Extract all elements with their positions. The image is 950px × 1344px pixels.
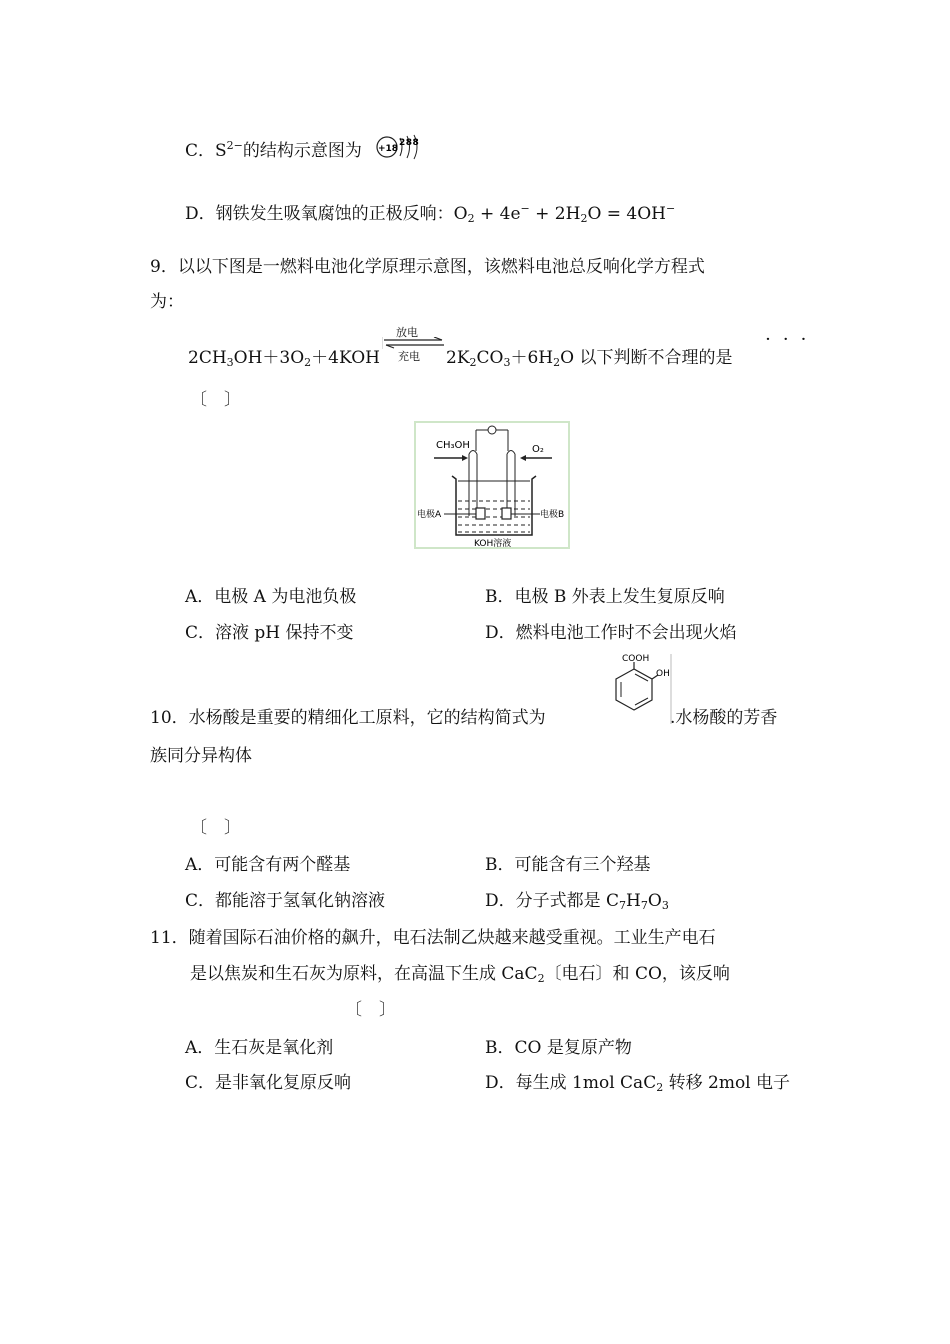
q9-stem-line2: 为： [150,292,184,312]
q10-optd-mid: H [626,891,641,911]
q8-optd-eq2: + 2H [529,204,581,224]
q8-optd-eq: + 4e [474,204,521,224]
q9-equation-right [446,329,819,370]
q11-stem-line2b: 〔电石〕和 CO，该反响 [544,964,730,984]
q11-optd-text: D．每生成 1mol CaC [485,1073,657,1093]
q10-optd-sub2: 7 [640,899,648,912]
fig-electrode-b: 电极B [540,510,565,520]
eq-l-sub2: 2 [304,356,312,369]
eq-r4-wrap [560,329,819,368]
fig-solution-label: KOH溶液 [474,539,512,549]
reversible-arrow [382,324,446,364]
q9-option-a: A．电极 A 为电池负极 [185,587,357,607]
atom-nucleus-label: +18 [378,144,399,154]
q11-stem-line2 [190,962,730,986]
q11-option-b: B．CO 是复原产物 [485,1038,632,1058]
q9-option-b: B．电极 B 外表上发生复原反响 [485,587,725,607]
eq-r4: O 以下判断不合理的是 [560,348,733,368]
q10-option-a: A．可能含有两个醛基 [185,855,351,875]
arrow-top-label: 放电 [396,326,418,339]
eq-l1: 2CH [188,348,227,368]
eq-l2: OH＋3O [233,348,305,368]
q8-option-c [185,139,362,163]
q11-stem-line2a: 是以焦炭和生石灰为原料，在高温下生成 CaC [190,964,538,984]
fig-ch3oh-label: CH₃OH [436,440,470,451]
q10-optd-text: D．分子式都是 C [485,891,620,911]
fig-electrode-a: 电极A [417,510,442,520]
eq-r3: ＋6H [510,348,554,368]
q9-option-c: C．溶液 pH 保持不变 [185,623,354,643]
q10-optd-sub3: 3 [661,899,669,912]
q10-optd-sub1: 7 [619,899,627,912]
q11-option-a: A．生石灰是氧化剂 [185,1038,334,1058]
q10-option-b: B．可能含有三个羟基 [485,855,651,875]
q9-option-d: D．燃料电池工作时不会出现火焰 [485,623,737,643]
q11-option-c: C．是非氧化复原反响 [185,1073,352,1093]
eq-r1: 2K [446,348,470,368]
fig-o2-label: O₂ [532,444,544,455]
q10-bracket: 〔 〕 [190,818,241,838]
q11-bracket: 〔 〕 [345,1000,396,1020]
q10-stem-line1a: 10．水杨酸是重要的精细化工原料，它的结构简式为 [150,708,546,728]
q9-bracket: 〔 〕 [190,390,241,410]
fuel-cell-diagram [414,421,570,549]
q9-stem-line1: 9．以以下图是一燃料电池化学原理示意图，该燃料电池总反响化学方程式 [150,257,705,277]
q11-stem-line1: 11．随着国际石油价格的飙升，电石法制乙炔越来越受重视。工业生产电石 [150,928,716,948]
q8-optd-sub-a: 2 [467,212,475,225]
eq-r-sub3: 2 [553,356,561,369]
emphasis-dots: ··· [765,329,819,350]
eq-l-sub1: 3 [226,356,234,369]
q8-optd-minus-b: − [666,202,676,215]
q8-optd-minus-a: − [520,202,530,215]
q11-optd-sub: 2 [656,1081,664,1094]
salicylic-acid-structure [590,652,674,726]
eq-r2: CO [476,348,504,368]
q10-option-d [485,889,669,913]
eq-l3: ＋4KOH [311,348,380,368]
eq-r-sub2: 3 [503,356,511,369]
q8-option-d [185,202,675,226]
q10-stem-line2: 族同分异构体 [150,746,252,766]
q8-optd-eq3: O = 4OH [587,204,667,224]
q8-optc-suffix: 的结构示意图为 [242,141,362,161]
q11-optd-end: 转移 2mol 电子 [663,1073,791,1093]
atom-structure-diagram [374,133,430,161]
atom-shells-label: 288 [399,138,420,148]
q11-option-d [485,1071,790,1095]
eq-r-sub1: 2 [469,356,477,369]
q10-stem-line1b: .水杨酸的芳香 [670,708,778,728]
arrow-bottom-label: 充电 [398,350,420,363]
q9-equation-left [188,346,380,370]
q8-optd-sub-b: 2 [580,212,588,225]
q11-stem-sub: 2 [537,972,545,985]
q8-optc-sup: 2− [226,139,243,152]
q10-optd-end: O [647,891,662,911]
q8-optc-prefix: C．S [185,141,227,161]
q10-option-c: C．都能溶于氢氧化钠溶液 [185,891,386,911]
cooh-label: COOH [622,654,650,664]
q8-optd-text: D．钢铁发生吸氧腐蚀的正极反响：O [185,204,468,224]
oh-label: OH [656,669,670,679]
